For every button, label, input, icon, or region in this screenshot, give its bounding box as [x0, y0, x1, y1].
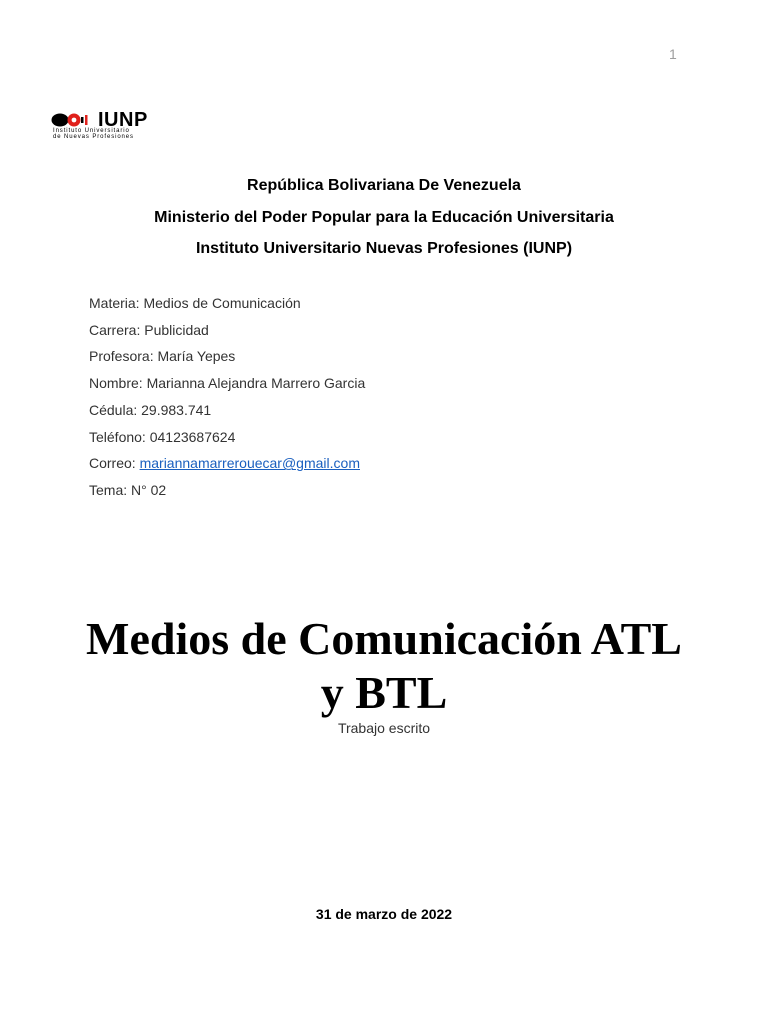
iunp-logo-icon	[51, 112, 97, 128]
document-date: 31 de marzo de 2022	[315, 906, 453, 922]
info-tema: Tema: N° 02	[89, 481, 167, 498]
info-carrera: Carrera: Publicidad	[89, 321, 209, 338]
info-correo-label: Correo:	[89, 455, 140, 472]
header-line-institute: Instituto Universitario Nuevas Profesiones (IUNP)	[195, 240, 573, 257]
document-subtitle: Trabajo escrito	[337, 720, 431, 736]
info-profesora: Profesora: María Yepes	[89, 348, 236, 365]
page-number: 1	[669, 46, 677, 62]
document-title	[0, 612, 768, 720]
email-link[interactable]: mariannamarrerouecar@gmail.com	[139, 455, 360, 472]
iunp-logo	[51, 110, 161, 140]
info-cedula: Cédula: 29.983.741	[89, 401, 212, 418]
info-materia: Materia: Medios de Comunicación	[89, 295, 301, 311]
logo-wordmark: IUNP	[98, 109, 148, 131]
info-telefono: Teléfono: 04123687624	[89, 428, 236, 445]
info-correo	[89, 450, 365, 477]
institution-header	[0, 170, 768, 265]
logo-subline-1: Instituto Universitario	[53, 128, 130, 134]
info-nombre: Nombre: Marianna Alejandra Marrero Garcia	[89, 375, 366, 392]
document-title-line-2: y BTL	[320, 667, 448, 718]
document-title-line-1: Medios de Comunicación ATL	[86, 613, 682, 664]
header-line-republic: República Bolivariana De Venezuela	[247, 177, 521, 194]
student-info	[89, 290, 365, 504]
logo-subline-2: de Nuevas Profesiones	[53, 134, 134, 140]
header-line-ministry: Ministerio del Poder Popular para la Educación Universitaria	[154, 208, 614, 226]
